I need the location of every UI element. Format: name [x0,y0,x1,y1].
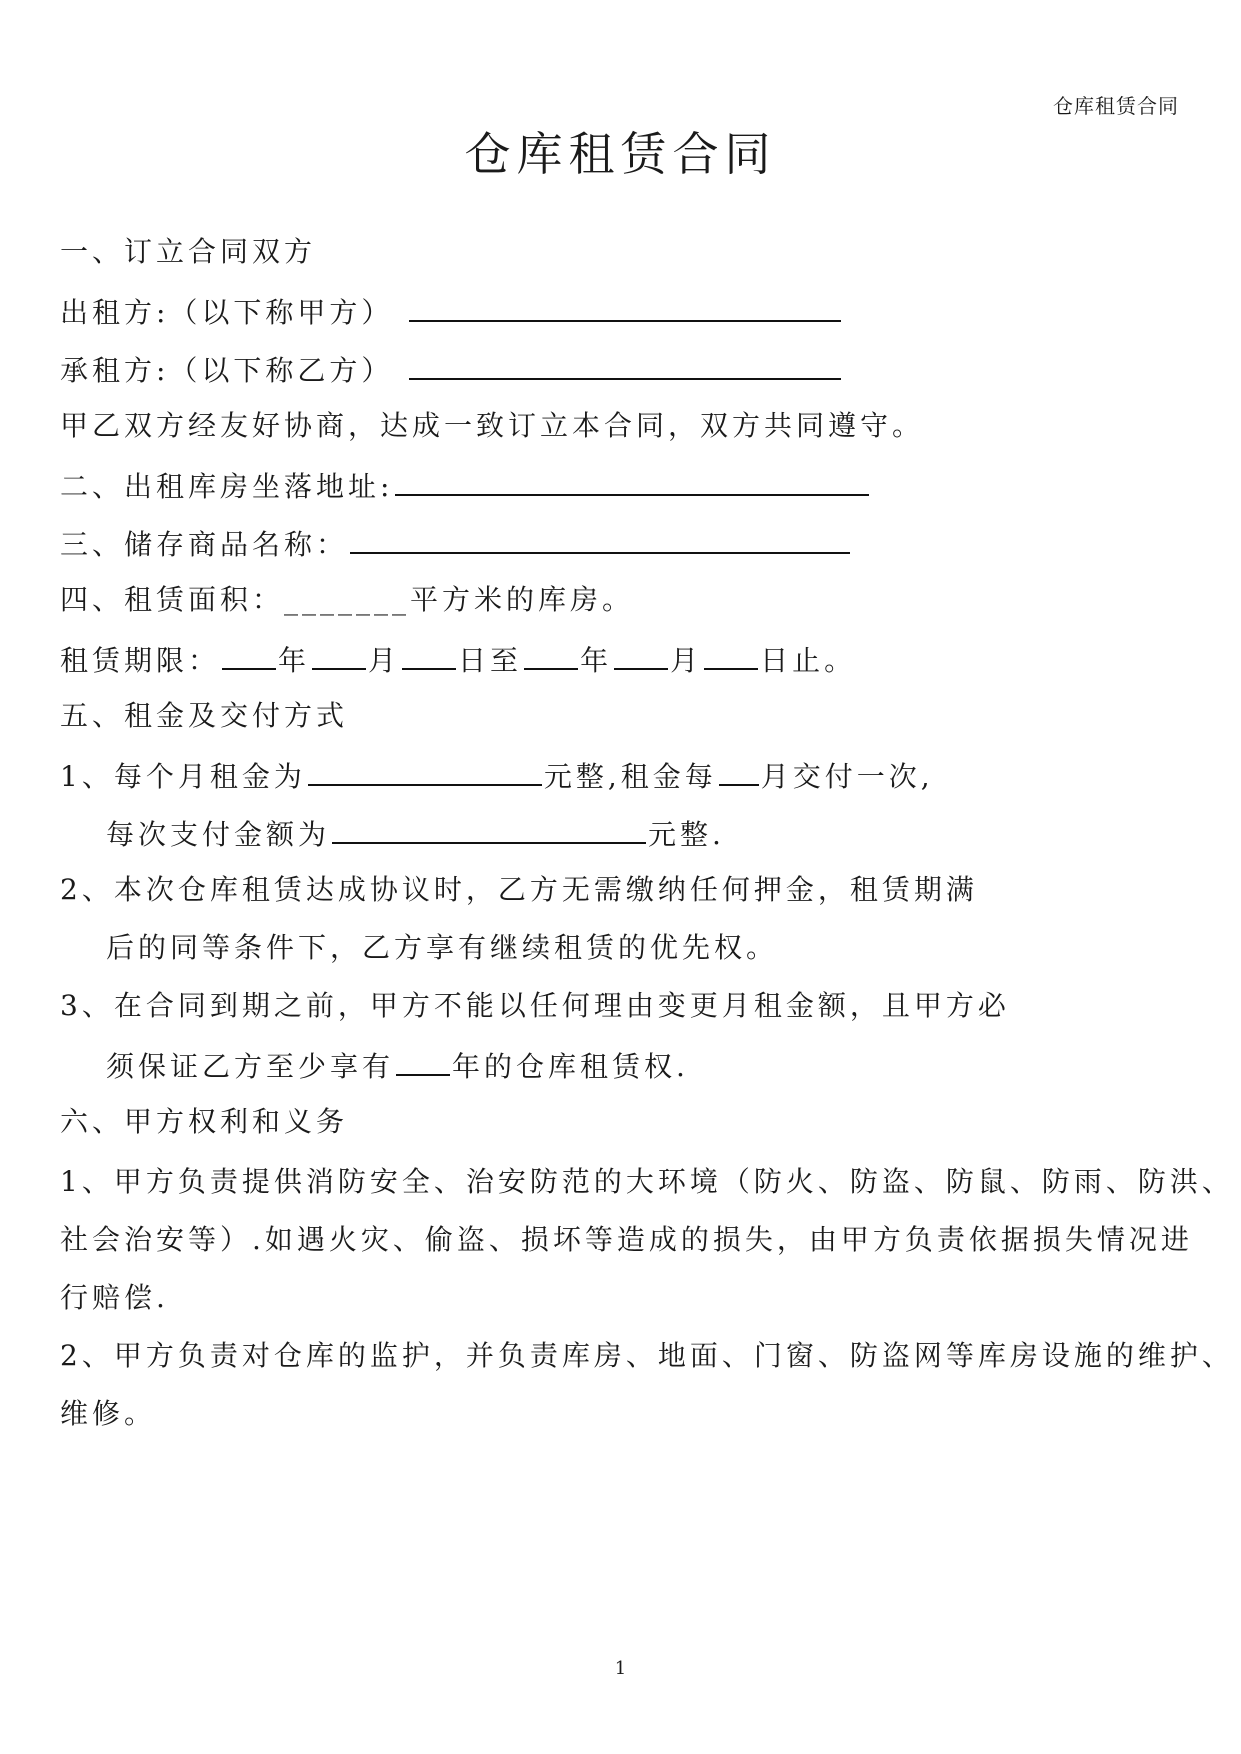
address-line [60,464,871,507]
area-label: 四、租赁面积： [60,583,285,616]
rent-line-1 [60,754,934,797]
lessor-duty-2-line-1: 2、甲方负责对仓库的监护，并负责库房、地面、门窗、防盗网等库房设施的维护、 [60,1339,1234,1372]
deposit-line-2: 后的同等条件下，乙方享有继续租赁的优先权。 [106,931,779,964]
start-day-label: 日至 [458,644,523,677]
start-day-blank[interactable] [402,638,456,670]
lessor-label: 出租方:（以下称甲方） [60,296,394,329]
start-year-blank[interactable] [222,638,276,670]
end-month-blank[interactable] [614,638,668,670]
end-day-label: 日止。 [760,644,857,677]
lessor-duty-1-line-3: 行赔偿. [60,1281,169,1314]
goods-label: 三、储存商品名称： [60,528,349,561]
start-year-label: 年 [278,644,311,677]
section-6-heading: 六、甲方权利和义务 [60,1105,349,1138]
rent-amount-blank[interactable] [308,754,542,786]
deposit-line-1: 2、本次仓库租赁达成协议时，乙方无需缴纳任何押金，租赁期满 [60,873,978,906]
lessee-label: 承租方:（以下称乙方） [60,354,394,387]
lessor-blank[interactable] [409,290,841,322]
lessor-line [60,290,843,333]
rent-period-label: 元整,租金每 [543,760,717,793]
start-month-blank[interactable] [312,638,366,670]
rent-period-blank[interactable] [719,754,759,786]
area-blank[interactable]: _______ [284,583,411,616]
page-number: 1 [614,1658,627,1679]
agreement-text: 甲乙双方经友好协商，达成一致订立本合同，双方共同遵守。 [60,409,925,442]
rent-fixed-line-2 [106,1044,689,1087]
goods-blank[interactable] [350,522,850,554]
lessee-line [60,348,843,391]
min-term-suffix: 年的仓库租赁权. [452,1050,689,1083]
end-month-label: 月 [670,644,703,677]
rent-amount-label: 1、每个月租金为 [60,760,306,793]
section-5-heading: 五、租金及交付方式 [60,699,349,732]
rent-line-2 [106,812,725,855]
term-line [60,638,856,681]
end-year-blank[interactable] [524,638,578,670]
end-day-blank[interactable] [704,638,758,670]
min-term-label: 须保证乙方至少享有 [106,1050,395,1083]
lessee-blank[interactable] [409,348,841,380]
area-suffix: 平方米的库房。 [410,583,635,616]
term-label: 租赁期限： [60,644,221,677]
area-line [60,580,634,620]
header-note: 仓库租赁合同 [1053,94,1179,118]
lessor-duty-2-line-2: 维修。 [60,1397,157,1430]
end-year-label: 年 [580,644,613,677]
min-term-blank[interactable] [396,1044,450,1076]
rent-period-suffix: 月交付一次, [760,760,934,793]
start-month-label: 月 [368,644,401,677]
payment-amount-label: 每次支付金额为 [106,818,331,851]
address-label: 二、出租库房坐落地址: [60,470,394,503]
document-title: 仓库租赁合同 [464,127,777,181]
goods-line [60,522,852,565]
payment-amount-blank[interactable] [332,812,646,844]
payment-amount-suffix: 元整. [648,818,725,851]
section-1-heading: 一、订立合同双方 [60,235,317,268]
lessor-duty-1-line-1: 1、甲方负责提供消防安全、治安防范的大环境（防火、防盗、防鼠、防雨、防洪、 [60,1165,1234,1198]
lessor-duty-1-line-2: 社会治安等）.如遇火灾、偷盗、损坏等造成的损失，由甲方负责依据损失情况进 [60,1223,1193,1256]
rent-fixed-line-1: 3、在合同到期之前，甲方不能以任何理由变更月租金额，且甲方必 [60,989,1010,1022]
address-blank[interactable] [395,464,869,496]
